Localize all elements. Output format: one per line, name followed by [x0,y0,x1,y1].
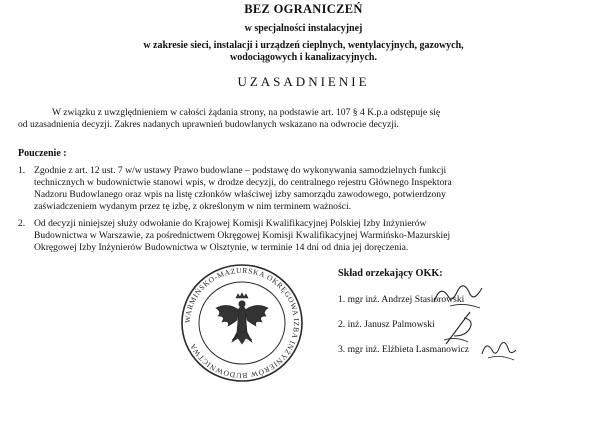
specialty-line: w specjalności instalacyjnej [244,23,363,34]
instruction-2-line-2: Budownictwa w Warszawie, za pośrednictwem Okręgowej Komisji Kwalifikacyjnej Warmińsko-Mazurskiej [34,230,451,241]
instruction-1-line-2: technicznych w budownictwie stanowi wpis, w drodze decyzji, do centralnego rejestru Głównego Inspektora [34,177,452,188]
instruction-1-line-4: zaświadczeniem wydanym przez tę izbę, z określonym w nim terminem ważności. [34,201,352,212]
signature-3-icon [478,334,520,364]
instruction-2-line-1: Od decyzji niniejszej służy odwołanie do Krajowej Komisji Kwalifikacyjnej Polskiej Izby Inżynierów [34,218,427,229]
justification-line-1: W związku z uwzględnieniem w całości żądania strony, na podstawie art. 107 § 4 K.p.a odstępuje się [52,107,441,118]
scope-line-1: w zakresie sieci, instalacji i urządzeń cieplnych, wentylacyjnych, gazowych, [143,40,464,51]
instruction-number-2: 2. [18,218,26,229]
instruction-1-line-3: Nadzoru Budowlanego oraz wpis na listę członków właściwej izby samorządu zawodowego, potwierdzony [34,189,446,200]
instruction-2-line-3: Okręgowej Izby Inżynierów Budownictwa w Olsztynie, w terminie 14 dni od dnia jej doręczenia. [34,242,409,253]
instruction-number-1: 1. [18,165,26,176]
instruction-1-line-1: Zgodnie z art. 12 ust. 7 w/w ustawy Prawo budowlane – podstawę do wykonywania samodzielnych funkcji [34,165,447,176]
committee-member-2: 2. inż. Janusz Palmowski [338,319,435,330]
committee-member-3: 3. mgr inż. Elżbieta Lasmanowicz [338,344,470,355]
instruction-heading: Pouczenie : [18,148,67,159]
scope-line-2: wodociągowych i kanalizacyjnych. [230,52,377,63]
document-title: BEZ OGRANICZEŃ [244,2,363,16]
eagle-emblem-icon [216,293,268,344]
section-title: UZASADNIENIE [237,74,370,89]
committee-member-1: 1. mgr inż. Andrzej Stasiorowski [338,294,465,305]
official-seal [178,262,306,384]
signature-2-icon [440,306,480,348]
seal-ring-text: WARMIŃSKO-MAZURSKA OKRĘGOWA IZBA INŻYNIERÓW BUDOWNICTWA [182,265,302,381]
committee-heading: Skład orzekający OKK: [338,268,443,279]
justification-line-2: od uzasadnienia decyzji. Zakres nadanych uprawnień budowlanych wskazano na odwrocie decyzji. [18,119,399,130]
